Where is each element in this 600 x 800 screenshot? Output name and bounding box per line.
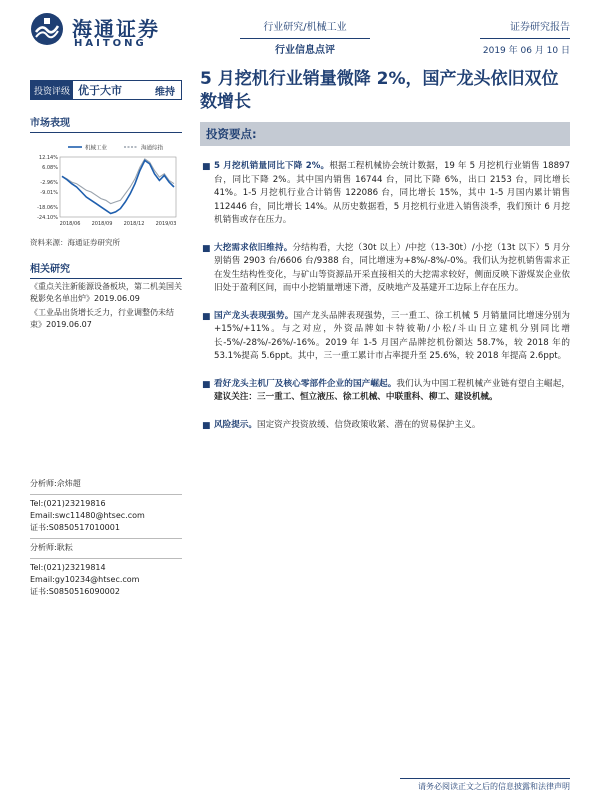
related-item[interactable]: 《重点关注新能源设备板块，第二机美国关税影免名单出炉》2019.06.09 xyxy=(30,282,182,303)
related-research-title: 相关研究 xyxy=(30,260,182,279)
logo-chinese-text: 海通证券 xyxy=(72,17,160,41)
analyst-name: 分析师:耿耘 xyxy=(30,543,73,552)
header-center xyxy=(240,18,370,56)
header-right xyxy=(483,18,570,56)
report-category: 行业研究/机械工业 xyxy=(263,22,347,33)
analyst-divider xyxy=(30,538,182,539)
report-type: 证券研究报告 xyxy=(510,22,570,33)
x-tick-label: 2018/12 xyxy=(123,221,145,227)
report-doc-type: 行业信息点评 xyxy=(275,45,335,56)
bullet-dot-icon: ■ xyxy=(202,379,211,390)
bullet-text: 国定资产投资放缓、信贷政策收紧、潜在的贸易保护主义。 xyxy=(256,419,481,430)
haitong-logo-icon xyxy=(30,12,64,46)
bullet-dot-icon: ■ xyxy=(202,420,211,431)
market-performance-chart xyxy=(30,139,182,231)
y-tick-label: 6.08% xyxy=(42,165,58,172)
series-line-index xyxy=(62,159,174,204)
analyst-email[interactable]: Email:gy10234@htsec.com xyxy=(30,575,140,584)
footer-disclaimer: 请务必阅读正文之后的信息披露和法律声明 xyxy=(400,778,570,792)
series-line-machinery xyxy=(62,161,174,214)
x-tick-label: 2018/09 xyxy=(91,221,113,227)
analyst-name: 分析师:佘炜超 xyxy=(30,479,81,488)
rating-label: 投资评级 xyxy=(31,81,73,99)
x-tick-label: 2019/03 xyxy=(155,221,177,227)
rating-value: 优于大市 xyxy=(73,82,126,98)
y-tick-label: -9.01% xyxy=(40,190,58,197)
company-logo xyxy=(30,12,180,52)
keypoint-bullet xyxy=(200,160,570,228)
bullet-dot-icon: ■ xyxy=(202,311,211,322)
keypoints-label: 投资要点: xyxy=(206,127,257,141)
sidebar xyxy=(30,80,182,331)
keypoint-bullet xyxy=(200,378,570,405)
bullet-dot-icon: ■ xyxy=(202,243,211,254)
bullet-lead: 国产龙头表现强势。 xyxy=(214,310,294,321)
analyst-divider xyxy=(30,494,182,495)
related-item[interactable]: 《工业品出货增长乏力，行业调整仍未结束》2019.06.07 xyxy=(30,308,174,329)
rating-action: 维持 xyxy=(155,86,175,98)
keypoint-bullet xyxy=(200,242,570,296)
analyst-cert: 证书:S0850517010001 xyxy=(30,523,120,532)
main-content xyxy=(200,68,570,432)
y-tick-label: -2.96% xyxy=(40,180,58,186)
bullet-text: 根据工程机械协会统计数据，19 年 5 月挖机行业销售 18897 台，同比下降 2%。其中国内销售 16744 台，同比下降 6%，出口 2153 台，同比增长 41%。1-5 月挖机行业合计销售 122086 台，同比增长 15%，其中 1-5 月国内累计销售 112446 台，同比增长 14%。从历史数据看，5 月挖机行业进入销售淡季，我们预计 6 月挖机销售或存在压力。 xyxy=(214,161,570,225)
analyst-tel: Tel:(021)23219816 xyxy=(30,499,106,508)
y-tick-label: -18.06% xyxy=(37,205,58,211)
keypoint-bullet xyxy=(200,310,570,364)
analyst-contacts xyxy=(30,478,190,598)
keypoint-bullet xyxy=(200,419,570,433)
bullet-text: 国产龙头品牌表现强势，三一重工、徐工机械 5 月销量同比增速分别为+15%/+11%。与之对应，外资品牌如卡特彼勒/小松/斗山日立建机分别同比增长-5%/-28%/-26%/-16%。2019 年 1-5 月国产品牌挖机份额达 58.7%，较 2018 年的 53.1%提高 5.6ppt。其中，三一重工累计市占率提升至 25.6%，较 2018 年提高 2.6ppt。 xyxy=(214,310,570,361)
bullet-text: 分结构看，大挖（30t 以上）/中挖（13-30t）/小挖（13t 以下）5 月分别销售 2903 台/6606 台/9388 台，同比增速为+8%/-8%/-0%。我们认为挖机销售需求正在发生结构性变化，与矿山等资源品开采直接相关的大挖需求较好，侧面反映下游煤炭企业依旧处于盈利区间，而中小挖销量增速下滑，反映地产及基建开工边际上存在压力。 xyxy=(214,242,570,293)
bullet-strong-text: 建议关注：三一重工、恒立液压、徐工机械、中联重科、柳工、建设机械。 xyxy=(214,392,498,402)
bullet-lead: 大挖需求依旧维持。 xyxy=(214,242,293,253)
investment-rating xyxy=(30,80,182,100)
chart-source: 资料来源：海通证券研究所 xyxy=(30,238,120,247)
logo-english-text: HAITONG xyxy=(74,38,147,49)
keypoints-header xyxy=(200,122,570,146)
header-divider-right xyxy=(480,38,570,39)
market-performance-title: 市场表现 xyxy=(30,114,182,133)
report-title: 5 月挖机行业销量微降 2%，国产龙头依旧双位数增长 xyxy=(200,69,559,112)
analyst-cert: 证书:S0850516090002 xyxy=(30,587,120,596)
page-header xyxy=(0,0,600,62)
analyst-divider xyxy=(30,558,182,559)
market-chart-svg xyxy=(30,139,182,231)
bullet-text: 我们认为中国工程机械产业链有望自主崛起， xyxy=(396,378,570,389)
bullet-lead: 5 月挖机销量同比下降 2%。 xyxy=(214,161,330,171)
analyst-email[interactable]: Email:swc11480@htsec.com xyxy=(30,511,145,520)
legend-label: 海通综指 xyxy=(141,145,164,152)
legend-label: 机械工业 xyxy=(85,145,108,152)
bullet-lead: 风险提示。 xyxy=(214,419,257,430)
x-tick-label: 2018/06 xyxy=(59,221,81,227)
bullet-lead: 看好龙头主机厂及核心零部件企业的国产崛起。 xyxy=(214,378,397,389)
y-tick-label: -24.10% xyxy=(37,215,58,221)
report-date: 2019 年 06 月 10 日 xyxy=(482,46,570,56)
analyst-tel: Tel:(021)23219814 xyxy=(30,563,106,572)
header-divider-center xyxy=(240,38,370,39)
y-tick-label: 12.14% xyxy=(38,155,58,161)
bullet-dot-icon: ■ xyxy=(202,162,211,172)
